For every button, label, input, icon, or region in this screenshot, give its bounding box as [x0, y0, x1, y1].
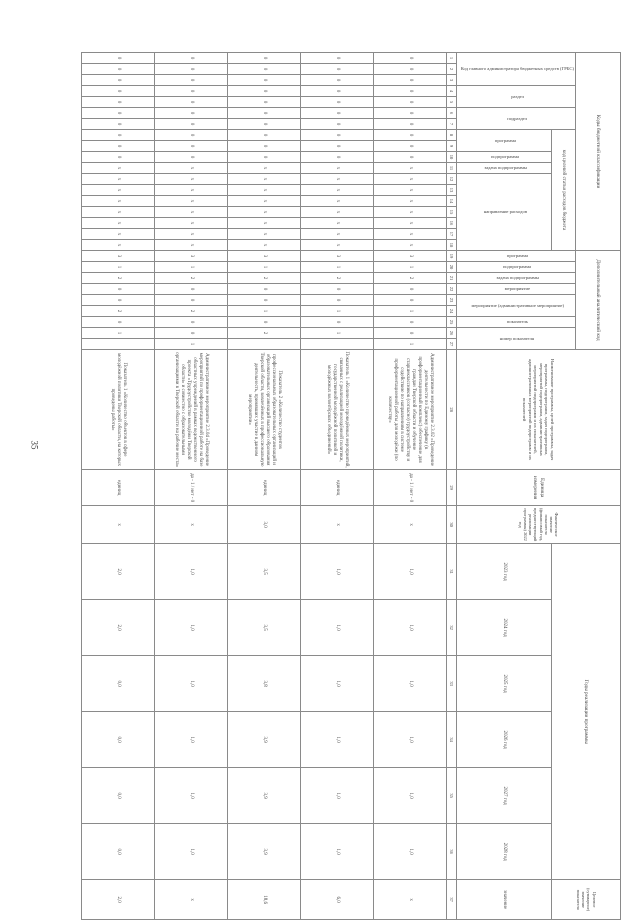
code-cell: х — [154, 240, 227, 251]
row-year-value: 2,0 — [81, 544, 154, 600]
code-cell: 0 — [300, 97, 373, 108]
code-cell: 0 — [81, 130, 154, 141]
code-cell: 0 — [154, 152, 227, 163]
code-cell: х — [154, 174, 227, 185]
row-year-value: 1,0 — [300, 712, 373, 768]
code-cell: 0 — [81, 53, 154, 64]
code-cell: х — [81, 196, 154, 207]
code-cell: х — [300, 174, 373, 185]
header-y2023: 2023 год — [456, 544, 551, 600]
column-number: 15 — [446, 207, 456, 218]
table-row — [373, 53, 446, 920]
row-year-value: 1,0 — [154, 824, 227, 880]
row-unit: да - 1 / нет - 0 — [154, 470, 227, 506]
column-number: 37 — [446, 880, 456, 920]
column-number: 32 — [446, 600, 456, 656]
code-cell: 0 — [154, 86, 227, 97]
code-cell: 0 — [300, 75, 373, 86]
row-year-value: 1,0 — [154, 544, 227, 600]
code-cell: 0 — [300, 317, 373, 328]
code-cell: 0 — [227, 317, 300, 328]
column-number: 18 — [446, 240, 456, 251]
code-cell: 0 — [300, 284, 373, 295]
code-cell: х — [373, 218, 446, 229]
row-fact: х — [300, 506, 373, 544]
row-year-value: 1,0 — [373, 712, 446, 768]
header-name: Наименование программы, целей программы, задач программы, подпрограмм, задач подпрограмм, мероприятий подпрограмм, административных мероприятий подпрограмм и их показателей, административных мероприятий подпрограмм и их показателей — [456, 350, 620, 470]
row-fact: х — [81, 506, 154, 544]
row-target: 18,6 — [227, 880, 300, 920]
row-target: 6,0 — [300, 880, 373, 920]
header-fact-year: Фактическое значение показателя (финансовый год, предшествующий реализации программы) 2022 год — [456, 506, 620, 544]
code-cell: 0 — [300, 152, 373, 163]
header-y2028: 2028 год — [456, 824, 551, 880]
header-ex-event: мероприятие (административное мероприятие) — [456, 295, 575, 317]
row-year-value: 1,0 — [373, 824, 446, 880]
column-number: 28 — [446, 350, 456, 470]
header-unit: Единица измерения — [456, 470, 620, 506]
code-cell: х — [227, 229, 300, 240]
code-cell: 0 — [373, 64, 446, 75]
code-cell: х — [300, 240, 373, 251]
code-cell: х — [81, 163, 154, 174]
row-year-value: 1,0 — [373, 600, 446, 656]
code-cell: 1 — [300, 306, 373, 317]
code-cell — [81, 339, 154, 350]
table-row — [81, 53, 154, 920]
code-cell: 0 — [154, 328, 227, 339]
header-years-group: Годы реализации программы — [551, 544, 620, 880]
row-name: Показатель 2 «Количество студентов профессиональных образовательных организаций и образовательных организаций высшего образования Тверской области, вовлечённых в профессиональную деятельность, принявших участие в данном мероприятии» — [227, 350, 300, 470]
column-number: 21 — [446, 273, 456, 284]
code-cell: 0 — [154, 53, 227, 64]
code-cell: 1 — [373, 262, 446, 273]
row-target: х — [154, 880, 227, 920]
code-cell: 0 — [300, 119, 373, 130]
column-number: 36 — [446, 824, 456, 880]
program-indicators-table — [81, 52, 621, 920]
code-cell: 2 — [154, 306, 227, 317]
code-cell: 0 — [373, 86, 446, 97]
code-cell: 0 — [227, 130, 300, 141]
column-number: 1 — [446, 53, 456, 64]
code-cell: 0 — [373, 152, 446, 163]
row-year-value: 0,0 — [81, 824, 154, 880]
document-stage — [61, 52, 621, 912]
column-number: 2 — [446, 64, 456, 75]
code-cell — [227, 339, 300, 350]
code-cell: 0 — [227, 152, 300, 163]
row-year-value: 1,0 — [373, 768, 446, 824]
header-section: раздел — [456, 86, 575, 108]
code-cell: 2 — [81, 273, 154, 284]
code-cell — [300, 339, 373, 350]
code-cell: 3 — [154, 251, 227, 262]
code-cell: х — [154, 163, 227, 174]
code-cell: х — [227, 207, 300, 218]
code-cell: 2 — [81, 306, 154, 317]
code-cell: х — [81, 185, 154, 196]
code-cell: 0 — [373, 53, 446, 64]
row-target: х — [373, 880, 446, 920]
row-unit: единиц — [300, 470, 373, 506]
code-cell: 0 — [154, 75, 227, 86]
row-year-value: 1,0 — [373, 656, 446, 712]
code-cell: 1 — [81, 262, 154, 273]
code-cell: х — [154, 229, 227, 240]
code-cell: 0 — [373, 284, 446, 295]
column-number: 13 — [446, 185, 456, 196]
column-number: 4 — [446, 86, 456, 97]
code-cell: 0 — [154, 141, 227, 152]
table-row — [154, 53, 227, 920]
header-ex-subprogram: подпрограмма — [456, 262, 575, 273]
code-cell: 2 — [300, 273, 373, 284]
code-cell: х — [227, 185, 300, 196]
code-cell: х — [81, 207, 154, 218]
code-cell: 0 — [81, 119, 154, 130]
table-row — [300, 53, 373, 920]
row-fact: х — [154, 506, 227, 544]
header-y2027: 2027 год — [456, 768, 551, 824]
code-cell: 1 — [154, 339, 227, 350]
column-number: 11 — [446, 163, 456, 174]
header-admin: Код главного администратора бюджетных средств (ГРБС) — [456, 53, 575, 86]
code-cell: 0 — [81, 295, 154, 306]
column-number: 30 — [446, 506, 456, 544]
row-year-value: 3,9 — [227, 712, 300, 768]
header-ex-program: программа — [456, 251, 575, 262]
code-cell: 0 — [300, 64, 373, 75]
header-codes-group: Коды бюджетной классификации — [576, 53, 621, 251]
column-number: 5 — [446, 97, 456, 108]
code-cell: 0 — [300, 53, 373, 64]
header-subsection: подраздел — [456, 108, 575, 130]
code-cell: 0 — [373, 141, 446, 152]
code-cell: х — [227, 196, 300, 207]
column-number: 20 — [446, 262, 456, 273]
code-cell: 0 — [81, 75, 154, 86]
code-cell: х — [154, 185, 227, 196]
code-cell: 0 — [227, 53, 300, 64]
column-number: 31 — [446, 544, 456, 600]
row-year-value: 1,0 — [300, 656, 373, 712]
code-cell: 0 — [81, 284, 154, 295]
row-year-value: 3,5 — [227, 600, 300, 656]
column-number: 16 — [446, 218, 456, 229]
column-number: 17 — [446, 229, 456, 240]
code-cell: 0 — [81, 97, 154, 108]
code-cell: 0 — [300, 86, 373, 97]
code-cell: х — [154, 218, 227, 229]
code-cell: х — [227, 163, 300, 174]
row-year-value: 1,0 — [154, 656, 227, 712]
header-y2024: 2024 год — [456, 600, 551, 656]
code-cell: х — [227, 174, 300, 185]
code-cell: 0 — [373, 108, 446, 119]
row-year-value: 1,0 — [154, 600, 227, 656]
code-cell: х — [373, 163, 446, 174]
header-subprogram: подпрограмма — [456, 152, 551, 163]
column-number: 33 — [446, 656, 456, 712]
code-cell: 1 — [373, 306, 446, 317]
code-cell: 0 — [154, 130, 227, 141]
code-cell: 0 — [373, 130, 446, 141]
code-cell: х — [81, 218, 154, 229]
code-cell: 0 — [154, 97, 227, 108]
row-year-value: 1,0 — [300, 600, 373, 656]
code-cell: х — [227, 218, 300, 229]
column-number: 12 — [446, 174, 456, 185]
code-cell: 0 — [373, 295, 446, 306]
rotated-table-wrapper — [61, 52, 621, 912]
code-cell: х — [154, 196, 227, 207]
code-cell: 0 — [373, 317, 446, 328]
header-y2026: 2026 год — [456, 712, 551, 768]
row-year-value: 1,0 — [154, 712, 227, 768]
code-cell: 0 — [373, 119, 446, 130]
code-cell: 0 — [81, 141, 154, 152]
code-cell: х — [373, 196, 446, 207]
code-cell: 0 — [154, 284, 227, 295]
code-cell: х — [300, 229, 373, 240]
column-number: 26 — [446, 328, 456, 339]
code-cell: 0 — [300, 295, 373, 306]
code-cell: 0 — [227, 295, 300, 306]
code-cell: 1 — [154, 262, 227, 273]
row-year-value: 0,0 — [81, 712, 154, 768]
header-task: задача подпрограммы — [456, 163, 551, 174]
code-cell: 0 — [227, 119, 300, 130]
header-target-code: код целевой статьи расходов бюджета — [551, 130, 575, 251]
row-year-value: 2,0 — [81, 600, 154, 656]
code-cell: 0 — [373, 328, 446, 339]
code-cell: х — [81, 229, 154, 240]
header-target-group: Целевое (суммарное) значение показателя — [551, 880, 620, 920]
header-program: программа — [456, 130, 551, 152]
row-name: Показатель 1 «Количество объектов в сфере молодёжной политики Тверской области, на которых проведены работы» — [81, 350, 154, 470]
row-year-value: 0,0 — [81, 656, 154, 712]
column-number: 9 — [446, 141, 456, 152]
code-cell: 2 — [227, 273, 300, 284]
code-cell: 1 — [227, 262, 300, 273]
header-ex-event-type: мероприятие — [456, 284, 575, 295]
row-unit: единиц — [227, 470, 300, 506]
row-unit: единиц — [81, 470, 154, 506]
column-number: 24 — [446, 306, 456, 317]
page-number: 35 — [29, 440, 40, 450]
code-cell: 0 — [81, 152, 154, 163]
column-number: 7 — [446, 119, 456, 130]
code-cell: х — [373, 229, 446, 240]
code-cell: х — [81, 174, 154, 185]
code-cell: 3 — [227, 251, 300, 262]
code-cell: 0 — [154, 295, 227, 306]
header-ex-task: задача подпрограммы — [456, 273, 575, 284]
code-cell: 0 — [227, 97, 300, 108]
row-year-value: 3,9 — [227, 824, 300, 880]
row-unit: да - 1 / нет - 0 — [373, 470, 446, 506]
code-cell: 1 — [300, 328, 373, 339]
code-cell: 0 — [227, 284, 300, 295]
code-cell: 1 — [227, 306, 300, 317]
code-cell: 0 — [81, 86, 154, 97]
code-cell: 1 — [81, 328, 154, 339]
code-cell: х — [81, 240, 154, 251]
column-number: 22 — [446, 284, 456, 295]
code-cell: 0 — [81, 317, 154, 328]
code-cell: 0 — [154, 64, 227, 75]
code-cell: х — [154, 207, 227, 218]
header-y2025: 2025 год — [456, 656, 551, 712]
row-year-value: 1,0 — [300, 544, 373, 600]
header-target-value: значение — [456, 880, 551, 920]
code-cell: 0 — [373, 97, 446, 108]
row-year-value: 3,5 — [227, 544, 300, 600]
code-cell: 0 — [227, 64, 300, 75]
code-cell: 0 — [227, 86, 300, 97]
code-cell: х — [300, 185, 373, 196]
table-row — [227, 53, 300, 920]
code-cell: 3 — [373, 251, 446, 262]
row-year-value: 1,0 — [373, 544, 446, 600]
code-cell: 0 — [227, 141, 300, 152]
column-number: 35 — [446, 768, 456, 824]
code-cell: х — [300, 207, 373, 218]
code-cell: 0 — [300, 130, 373, 141]
row-year-value: 3,8 — [227, 656, 300, 712]
column-number: 14 — [446, 196, 456, 207]
row-year-value: 0,0 — [81, 768, 154, 824]
code-cell: 0 — [227, 75, 300, 86]
code-cell: 0 — [81, 108, 154, 119]
code-cell: х — [373, 174, 446, 185]
column-number-row — [446, 53, 456, 920]
column-number: 27 — [446, 339, 456, 350]
header-event-direction: направление расходов — [456, 174, 551, 251]
row-fact: х — [373, 506, 446, 544]
row-fact: 3,0 — [227, 506, 300, 544]
row-year-value: 1,0 — [300, 824, 373, 880]
code-cell: 2 — [154, 273, 227, 284]
code-cell: 0 — [154, 317, 227, 328]
header-extra-group: Дополнительный аналитический код — [576, 251, 621, 350]
row-name: Административное мероприятие 2.3.04 «Проведение мероприятий по профориентационной работе на базе областных учреждений в рамках ведомственного проекта «Трудоустройство молодёжи Тверской области» и совместно с образовательными организациями в Тверской области на рабочие места» — [154, 350, 227, 470]
header-ex-indicator: показатель — [456, 317, 575, 328]
code-cell: х — [300, 218, 373, 229]
column-number: 29 — [446, 470, 456, 506]
code-cell: 2 — [373, 273, 446, 284]
code-cell: 0 — [154, 119, 227, 130]
row-year-value: 1,0 — [154, 768, 227, 824]
column-number: 10 — [446, 152, 456, 163]
column-number: 23 — [446, 295, 456, 306]
code-cell: 3 — [300, 251, 373, 262]
code-cell: 0 — [154, 108, 227, 119]
code-cell: х — [373, 207, 446, 218]
row-target: 2,0 — [81, 880, 154, 920]
column-number: 25 — [446, 317, 456, 328]
code-cell: 2 — [227, 328, 300, 339]
column-number: 6 — [446, 108, 456, 119]
header-ex-number: номер показателя — [456, 328, 575, 350]
row-year-value: 3,9 — [227, 768, 300, 824]
column-number: 19 — [446, 251, 456, 262]
code-cell: 1 — [300, 262, 373, 273]
code-cell: х — [227, 240, 300, 251]
column-number: 34 — [446, 712, 456, 768]
code-cell: 3 — [81, 251, 154, 262]
code-cell: 0 — [373, 75, 446, 86]
row-name: Административное мероприятие 2.3.02 «Проведение деятельности по Единому графику (в профориентационный комплекс) обеспечение для граждан Тверской области и обучение старшеклассников (согласно) трудоустройству и содействию по направлениям в системе профориентационной работы для молодёжи (по количеству» — [373, 350, 446, 470]
row-year-value: 1,0 — [300, 768, 373, 824]
code-cell: 0 — [227, 108, 300, 119]
code-cell: х — [373, 240, 446, 251]
code-cell: 0 — [300, 108, 373, 119]
code-cell: 0 — [81, 64, 154, 75]
code-cell: х — [300, 163, 373, 174]
column-number: 3 — [446, 75, 456, 86]
code-cell: 1 — [373, 339, 446, 350]
row-name: Показатель 1 «Количество проведённых мероприятий, связанных с реализацией молодёжной политики, государственной молодёжной политикой и молодёжных волонтёрских объединений» — [300, 350, 373, 470]
column-number: 8 — [446, 130, 456, 141]
code-cell: х — [300, 196, 373, 207]
code-cell: 0 — [300, 141, 373, 152]
code-cell: х — [373, 185, 446, 196]
